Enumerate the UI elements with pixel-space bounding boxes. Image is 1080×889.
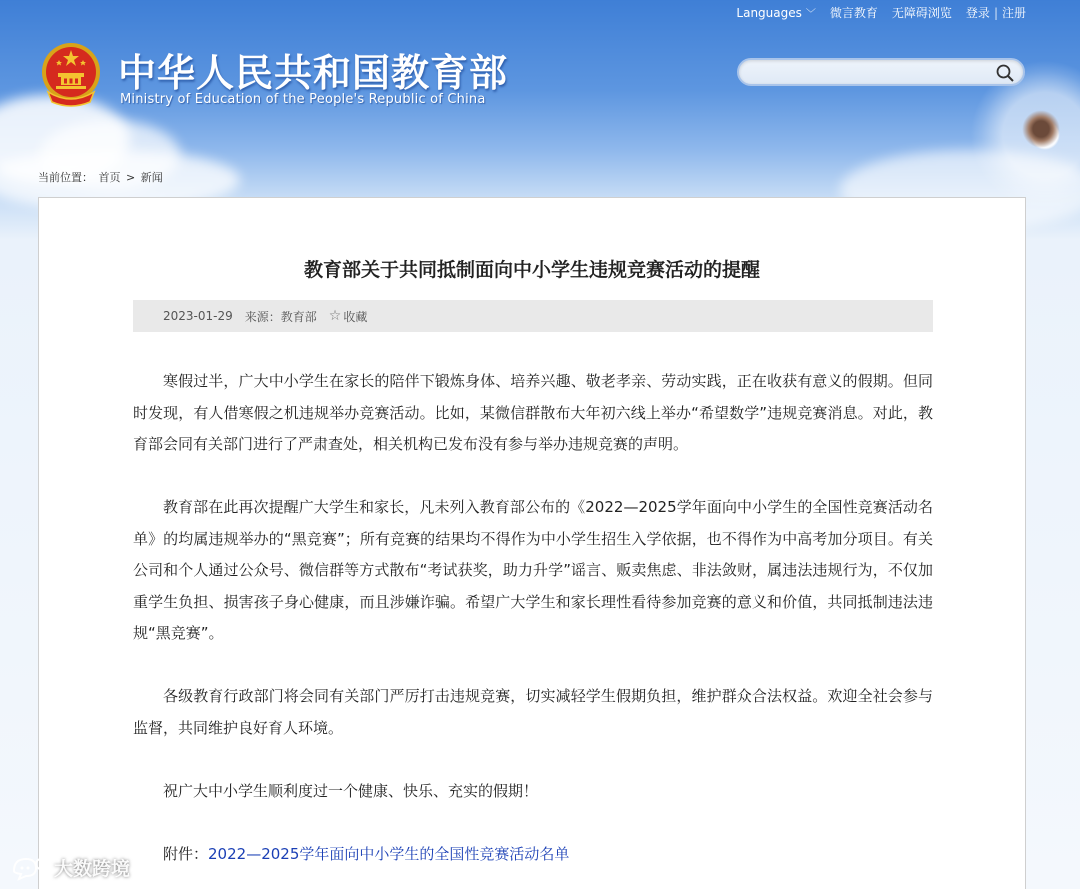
- article-paragraph: 各级教育行政部门将会同有关部门严厉打击违规竞赛，切实减轻学生假期负担，维护群众合法权益。欢迎全社会参与监督，共同维护良好育人环境。: [133, 687, 933, 737]
- site-title-english: Ministry of Education of the People's Republic of China: [120, 92, 486, 107]
- breadcrumb-home[interactable]: 首页: [98, 171, 121, 184]
- register-link[interactable]: 注册: [1001, 6, 1026, 20]
- search-input[interactable]: [751, 60, 991, 84]
- breadcrumb-prefix: 当前位置：: [38, 171, 93, 184]
- favorite-button[interactable]: 收藏: [343, 309, 368, 324]
- attachment-line: [133, 839, 933, 871]
- breadcrumb-current[interactable]: 新闻: [140, 171, 163, 184]
- article-paragraph: 教育部在此再次提醒广大学生和家长，凡未列入教育部公布的《2022—2025学年面向中小学生的全国性竞赛活动名单》的均属违规举办的“黑竞赛”；所有竞赛的结果均不得作为中小学生招生入学依据，也不得作为中高考加分项目。有关公司和个人通过公众号、微信群等方式散布“考试获奖，助力升学”谣言、贩卖焦虑、非法敛财，属违法违规行为，不仅加重学生负担、损害孩子身心健康，而且涉嫌诈骗。希望广大学生和家长理性看待参加竞赛的意义和价值，共同抵制违法违规“黑竞赛”。: [133, 498, 933, 642]
- article-source: 来源：教育部: [244, 309, 317, 324]
- attachment-link[interactable]: 2022—2025学年面向中小学生的全国性竞赛活动名单: [208, 844, 570, 863]
- article-paragraph: 寒假过半，广大中小学生在家长的陪伴下锻炼身体、培养兴趣、敬老孝亲、劳动实践，正在收获有意义的假期。但同时发现，有人借寒假之机违规举办竞赛活动。比如，某微信群散布大年初六线上举办“希望数学”违规竞赛消息。对此，教育部会同有关部门进行了严肃查处，相关机构已发布没有参与举办违规竞赛的声明。: [133, 372, 933, 453]
- chevron-down-icon[interactable]: ﹀: [805, 9, 816, 20]
- national-emblem-icon: [40, 40, 102, 108]
- search-box[interactable]: [737, 58, 1025, 86]
- link-divider: |: [993, 5, 998, 20]
- star-icon[interactable]: ☆: [328, 308, 342, 324]
- login-link[interactable]: 登录: [965, 6, 990, 20]
- weiyan-link[interactable]: 微言教育: [829, 6, 878, 20]
- breadcrumb: [38, 169, 165, 185]
- dandelion-core-decoration: [1022, 110, 1060, 148]
- site-title[interactable]: 中华人民共和国教育部: [118, 51, 509, 95]
- article-title: 教育部关于共同抵制面向中小学生违规竞赛活动的提醒: [303, 259, 760, 281]
- article-paragraph: 祝广大中小学生顺利度过一个健康、快乐、充实的假期！: [163, 781, 539, 800]
- article-card: [38, 197, 1026, 889]
- accessible-link[interactable]: 无障碍浏览: [891, 6, 952, 20]
- article-meta-bar: [133, 300, 933, 332]
- article-body: [133, 366, 933, 889]
- breadcrumb-separator: >: [126, 171, 136, 184]
- watermark-text: 大数跨境: [54, 858, 131, 880]
- attachment-label: 附件：: [163, 844, 209, 863]
- top-links: [722, 4, 1026, 21]
- watermark: [10, 854, 130, 881]
- search-icon[interactable]: [995, 63, 1015, 83]
- article-date: 2023-01-29: [163, 309, 233, 323]
- chat-bubble-icon: [10, 855, 50, 881]
- languages-link[interactable]: Languages: [736, 5, 802, 20]
